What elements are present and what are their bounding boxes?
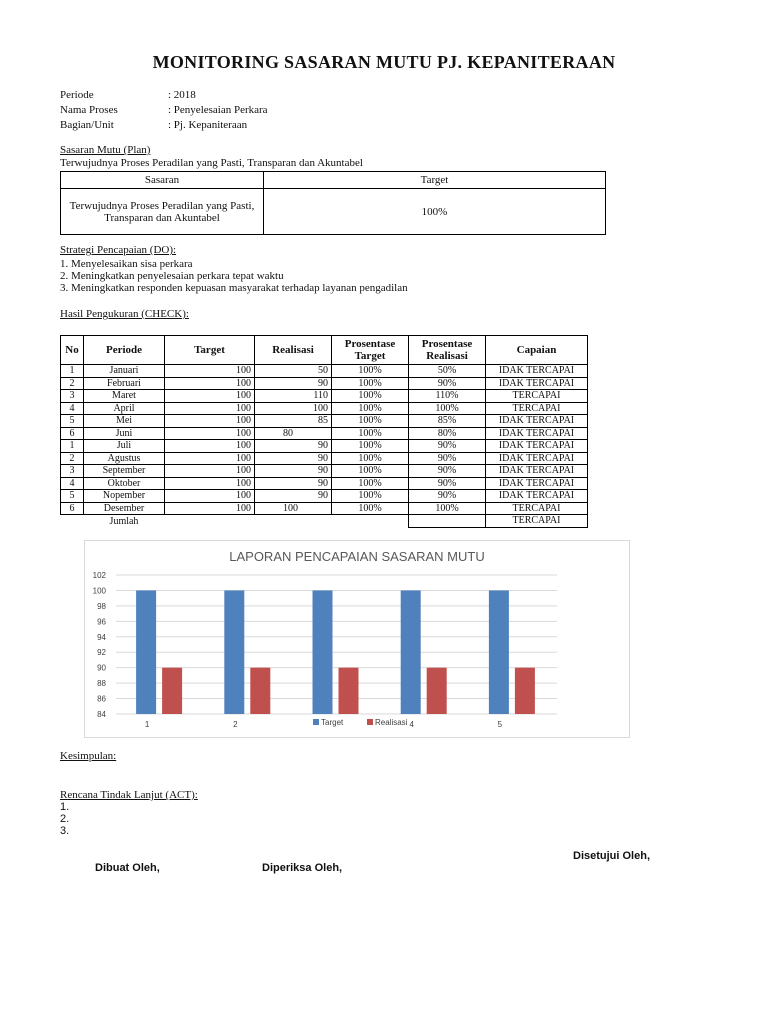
cell-periode: September bbox=[84, 465, 165, 478]
plan-heading: Sasaran Mutu (Plan) bbox=[60, 144, 151, 156]
table-row bbox=[61, 415, 588, 428]
cell-realisasi: 90 bbox=[255, 465, 332, 478]
table-row bbox=[61, 465, 588, 478]
check-heading: Hasil Pengukuran (CHECK): bbox=[60, 308, 189, 320]
col-periode: Periode bbox=[84, 336, 165, 365]
info-row-periode bbox=[60, 88, 268, 103]
cell-target: 100 bbox=[165, 365, 255, 378]
info-key: Bagian/Unit bbox=[60, 119, 114, 131]
col-prosentase-realisasi: Prosentase Realisasi bbox=[409, 336, 486, 365]
cell-capaian: IDAK TERCAPAI bbox=[486, 415, 588, 428]
cell-target: 100 bbox=[165, 415, 255, 428]
table-total-row bbox=[61, 515, 588, 528]
cell-prosentase-realisasi: 110% bbox=[409, 390, 486, 403]
check-table-body bbox=[61, 365, 588, 515]
col-capaian: Capaian bbox=[486, 336, 588, 365]
table-row bbox=[61, 490, 588, 503]
strategy-item: 2. Meningkatkan penyelesaian perkara tepat waktu bbox=[60, 270, 284, 282]
x-tick-label: 4 bbox=[409, 720, 414, 729]
y-tick-label: 92 bbox=[97, 648, 106, 658]
table-row bbox=[61, 477, 588, 490]
cell-realisasi: 85 bbox=[255, 415, 332, 428]
table-row bbox=[61, 377, 588, 390]
info-row-nama-proses bbox=[60, 103, 268, 118]
cell-capaian: TERCAPAI bbox=[486, 402, 588, 415]
signature-checked: Diperiksa Oleh, bbox=[262, 862, 343, 874]
cell-capaian: TERCAPAI bbox=[486, 502, 588, 515]
chart-container bbox=[84, 540, 630, 738]
table-row bbox=[61, 402, 588, 415]
strategy-item: 1. Menyelesaikan sisa perkara bbox=[60, 258, 193, 270]
cell-target: 100 bbox=[165, 440, 255, 453]
cell-periode: Januari bbox=[84, 365, 165, 378]
bar-target bbox=[136, 590, 156, 714]
act-list bbox=[60, 801, 69, 837]
cell-realisasi: 90 bbox=[255, 490, 332, 503]
cell-capaian: IDAK TERCAPAI bbox=[486, 440, 588, 453]
cell-prosentase-target: 100% bbox=[332, 440, 409, 453]
total-label: Jumlah bbox=[109, 515, 139, 527]
table-row bbox=[61, 390, 588, 403]
cell-prosentase-target: 100% bbox=[332, 377, 409, 390]
cell-no: 1 bbox=[61, 365, 84, 378]
cell-periode: Maret bbox=[84, 390, 165, 403]
total-capaian: TERCAPAI bbox=[486, 515, 588, 528]
strategy-heading: Strategi Pencapaian (DO): bbox=[60, 244, 177, 256]
cell-prosentase-realisasi: 100% bbox=[409, 502, 486, 515]
cell-prosentase-realisasi: 90% bbox=[409, 377, 486, 390]
chart-title: LAPORAN PENCAPAIAN SASARAN MUTU bbox=[229, 549, 485, 564]
col-prosentase-target: Prosentase Target bbox=[332, 336, 409, 365]
plan-col-sasaran: Sasaran bbox=[61, 172, 264, 189]
cell-no: 4 bbox=[61, 477, 84, 490]
cell-realisasi: 50 bbox=[255, 365, 332, 378]
cell-capaian: IDAK TERCAPAI bbox=[486, 490, 588, 503]
bar-realisasi bbox=[339, 668, 359, 714]
y-tick-label: 90 bbox=[97, 663, 106, 673]
cell-periode: Desember bbox=[84, 502, 165, 515]
cell-prosentase-target: 100% bbox=[332, 477, 409, 490]
cell-prosentase-realisasi: 85% bbox=[409, 415, 486, 428]
check-table bbox=[60, 335, 588, 528]
cell-prosentase-target: 100% bbox=[332, 502, 409, 515]
strategy-list bbox=[60, 258, 408, 294]
cell-prosentase-realisasi: 90% bbox=[409, 440, 486, 453]
bar-target bbox=[313, 590, 333, 714]
plan-table bbox=[60, 171, 606, 235]
cell-capaian: TERCAPAI bbox=[486, 390, 588, 403]
plan-sasaran-line1: Terwujudnya Proses Peradilan yang Pasti, bbox=[69, 199, 255, 212]
cell-prosentase-realisasi: 90% bbox=[409, 465, 486, 478]
cell-capaian: IDAK TERCAPAI bbox=[486, 452, 588, 465]
cell-prosentase-target: 100% bbox=[332, 415, 409, 428]
cell-prosentase-realisasi: 80% bbox=[409, 427, 486, 440]
bar-realisasi bbox=[162, 668, 182, 714]
cell-realisasi: 90 bbox=[255, 440, 332, 453]
cell-realisasi: 80 bbox=[255, 427, 332, 440]
bar-realisasi bbox=[427, 668, 447, 714]
table-row bbox=[61, 502, 588, 515]
cell-no: 6 bbox=[61, 427, 84, 440]
table-row bbox=[61, 440, 588, 453]
bar-realisasi bbox=[515, 668, 535, 714]
cell-target: 100 bbox=[165, 465, 255, 478]
x-tick-label: 5 bbox=[497, 720, 503, 729]
col-realisasi: Realisasi bbox=[255, 336, 332, 365]
y-tick-label: 86 bbox=[97, 694, 106, 704]
y-tick-label: 88 bbox=[97, 679, 106, 689]
cell-no: 1 bbox=[61, 440, 84, 453]
cell-periode: Nopember bbox=[84, 490, 165, 503]
cell-periode: Agustus bbox=[84, 452, 165, 465]
info-row-bagian bbox=[60, 118, 268, 133]
info-key: Periode bbox=[60, 89, 94, 101]
cell-periode: Juni bbox=[84, 427, 165, 440]
table-row bbox=[61, 427, 588, 440]
cell-target: 100 bbox=[165, 390, 255, 403]
strategy-item: 3. Meningkatkan responden kepuasan masyarakat terhadap layanan pengadilan bbox=[60, 282, 408, 294]
cell-capaian: IDAK TERCAPAI bbox=[486, 427, 588, 440]
cell-no: 5 bbox=[61, 490, 84, 503]
cell-no: 5 bbox=[61, 415, 84, 428]
cell-realisasi: 90 bbox=[255, 477, 332, 490]
cell-target: 100 bbox=[165, 452, 255, 465]
cell-realisasi: 90 bbox=[255, 377, 332, 390]
total-prosentase-cell bbox=[409, 515, 486, 528]
plan-sasaran-cell bbox=[61, 189, 264, 235]
cell-prosentase-realisasi: 90% bbox=[409, 452, 486, 465]
cell-target: 100 bbox=[165, 402, 255, 415]
signature-approved: Disetujui Oleh, bbox=[573, 850, 651, 862]
cell-capaian: IDAK TERCAPAI bbox=[486, 377, 588, 390]
cell-no: 6 bbox=[61, 502, 84, 515]
cell-capaian: IDAK TERCAPAI bbox=[486, 477, 588, 490]
cell-periode: April bbox=[84, 402, 165, 415]
cell-target: 100 bbox=[165, 477, 255, 490]
cell-prosentase-realisasi: 90% bbox=[409, 490, 486, 503]
x-tick-label: 1 bbox=[144, 720, 150, 729]
bar-target bbox=[401, 590, 421, 714]
bar-target bbox=[224, 590, 244, 714]
cell-prosentase-target: 100% bbox=[332, 465, 409, 478]
col-target: Target bbox=[165, 336, 255, 365]
act-item: 2. bbox=[60, 813, 70, 825]
info-value: : Pj. Kepaniteraan bbox=[168, 119, 248, 131]
legend-swatch bbox=[367, 719, 373, 725]
y-tick-label: 96 bbox=[97, 617, 106, 627]
y-tick-label: 94 bbox=[97, 632, 106, 642]
act-item: 3. bbox=[60, 825, 70, 837]
conclusion-heading: Kesimpulan: bbox=[60, 750, 117, 762]
bar-chart bbox=[85, 541, 629, 737]
cell-prosentase-target: 100% bbox=[332, 390, 409, 403]
cell-periode: Juli bbox=[84, 440, 165, 453]
info-value: : 2018 bbox=[168, 89, 196, 101]
act-heading: Rencana Tindak Lanjut (ACT): bbox=[60, 789, 198, 801]
cell-no: 3 bbox=[61, 465, 84, 478]
cell-prosentase-realisasi: 90% bbox=[409, 477, 486, 490]
info-value: : Penyelesaian Perkara bbox=[168, 104, 268, 116]
cell-realisasi: 110 bbox=[255, 390, 332, 403]
cell-capaian: IDAK TERCAPAI bbox=[486, 465, 588, 478]
cell-capaian: IDAK TERCAPAI bbox=[486, 365, 588, 378]
y-tick-label: 102 bbox=[92, 571, 106, 580]
bar-target bbox=[489, 590, 509, 714]
plan-target-value: 100% bbox=[264, 189, 606, 235]
x-tick-label: 2 bbox=[233, 720, 238, 729]
cell-prosentase-target: 100% bbox=[332, 490, 409, 503]
signature-made: Dibuat Oleh, bbox=[95, 862, 160, 874]
legend-label: Target bbox=[321, 718, 344, 727]
info-key: Nama Proses bbox=[60, 104, 118, 116]
cell-target: 100 bbox=[165, 377, 255, 390]
act-item: 1. bbox=[60, 801, 70, 813]
cell-target: 100 bbox=[165, 490, 255, 503]
cell-no: 4 bbox=[61, 402, 84, 415]
cell-realisasi: 90 bbox=[255, 452, 332, 465]
cell-realisasi: 100 bbox=[255, 502, 332, 515]
cell-target: 100 bbox=[165, 502, 255, 515]
cell-prosentase-target: 100% bbox=[332, 365, 409, 378]
y-tick-label: 100 bbox=[92, 586, 106, 596]
plan-subtitle: Terwujudnya Proses Peradilan yang Pasti, Transparan dan Akuntabel bbox=[60, 157, 363, 169]
info-block bbox=[60, 88, 268, 133]
y-tick-label: 98 bbox=[97, 601, 106, 611]
cell-target: 100 bbox=[165, 427, 255, 440]
table-row bbox=[61, 365, 588, 378]
cell-periode: Oktober bbox=[84, 477, 165, 490]
cell-no: 2 bbox=[61, 452, 84, 465]
y-tick-label: 84 bbox=[97, 710, 106, 719]
cell-prosentase-target: 100% bbox=[332, 402, 409, 415]
bar-realisasi bbox=[250, 668, 270, 714]
plan-col-target: Target bbox=[264, 172, 606, 189]
cell-no: 3 bbox=[61, 390, 84, 403]
table-row bbox=[61, 452, 588, 465]
cell-realisasi: 100 bbox=[255, 402, 332, 415]
col-no: No bbox=[61, 336, 84, 365]
cell-periode: Mei bbox=[84, 415, 165, 428]
page-title: MONITORING SASARAN MUTU PJ. KEPANITERAAN bbox=[152, 52, 616, 72]
cell-no: 2 bbox=[61, 377, 84, 390]
cell-prosentase-realisasi: 50% bbox=[409, 365, 486, 378]
legend-swatch bbox=[313, 719, 319, 725]
cell-periode: Februari bbox=[84, 377, 165, 390]
cell-prosentase-target: 100% bbox=[332, 452, 409, 465]
cell-prosentase-realisasi: 100% bbox=[409, 402, 486, 415]
cell-prosentase-target: 100% bbox=[332, 427, 409, 440]
plan-sasaran-line2: Transparan dan Akuntabel bbox=[104, 211, 220, 224]
legend-label: Realisasi bbox=[375, 718, 408, 727]
